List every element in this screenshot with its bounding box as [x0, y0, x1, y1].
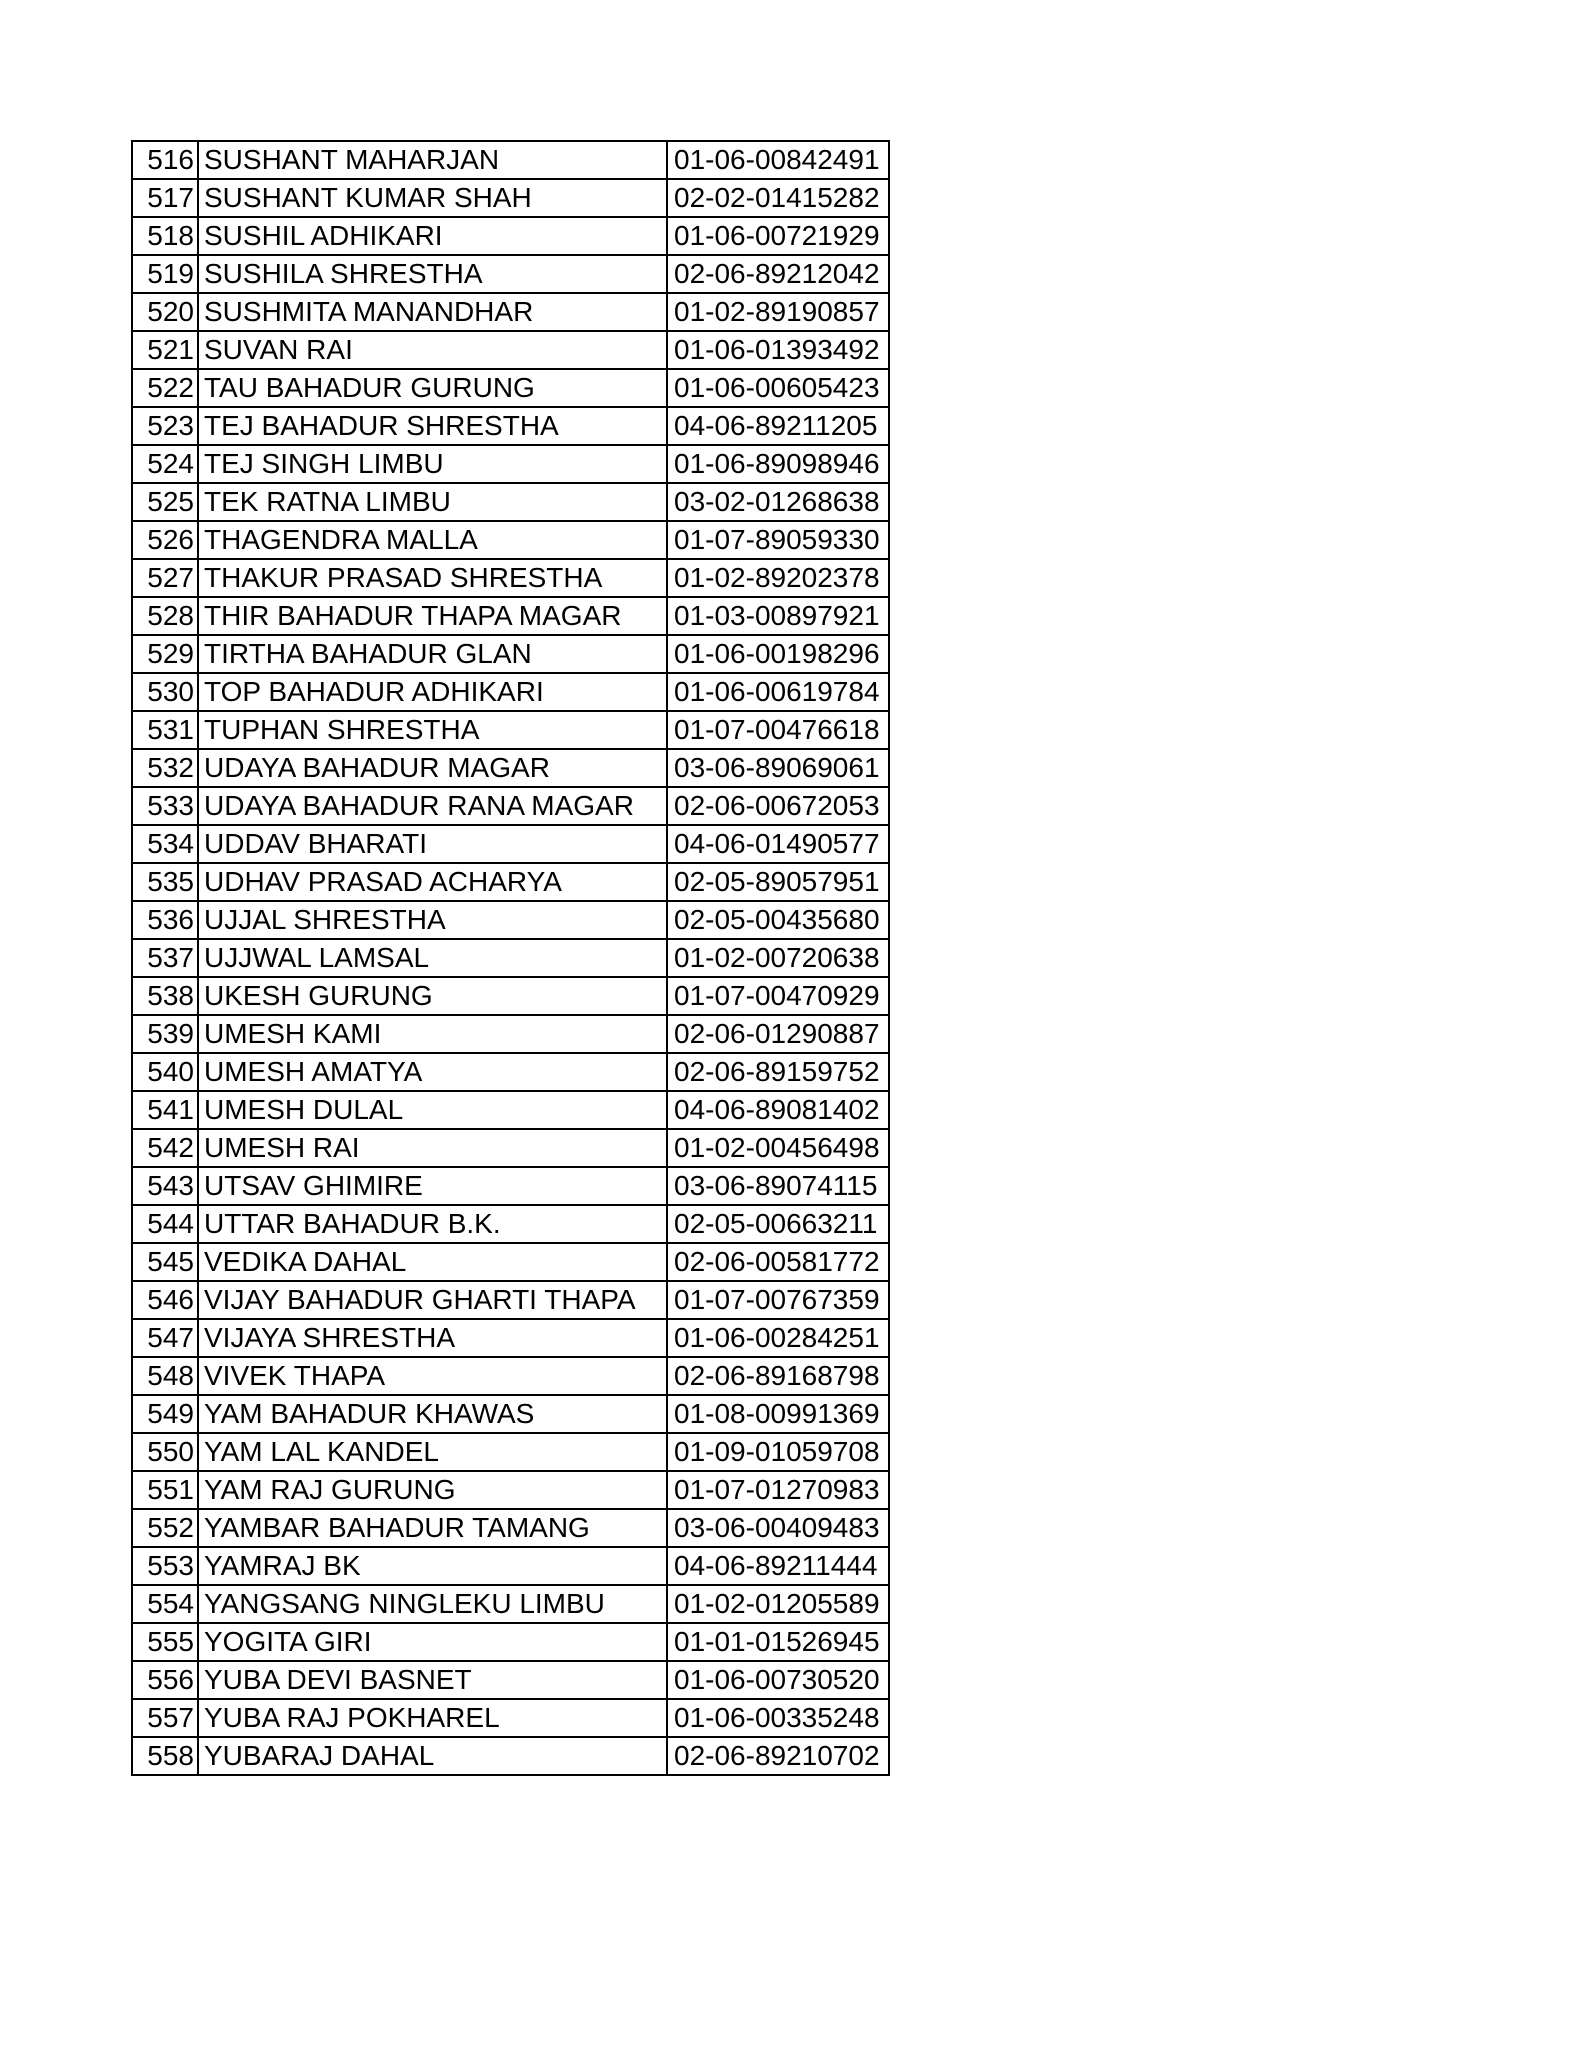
member-id-cell: 03-02-01268638 [667, 483, 889, 521]
serial-number-cell: 528 [132, 597, 198, 635]
table-row [132, 787, 889, 825]
member-id-cell: 01-02-89190857 [667, 293, 889, 331]
member-id-cell: 01-07-00476618 [667, 711, 889, 749]
serial-number-cell: 537 [132, 939, 198, 977]
serial-number-cell: 534 [132, 825, 198, 863]
member-name-cell: UDHAV PRASAD ACHARYA [198, 863, 667, 901]
table-row [132, 559, 889, 597]
serial-number-cell: 550 [132, 1433, 198, 1471]
table-row [132, 179, 889, 217]
serial-number-cell: 555 [132, 1623, 198, 1661]
table-row [132, 1547, 889, 1585]
member-name-cell: YOGITA GIRI [198, 1623, 667, 1661]
serial-number-cell: 553 [132, 1547, 198, 1585]
table-row [132, 1471, 889, 1509]
serial-number-cell: 517 [132, 179, 198, 217]
member-id-cell: 01-07-00470929 [667, 977, 889, 1015]
table-row [132, 521, 889, 559]
member-name-cell: TAU BAHADUR GURUNG [198, 369, 667, 407]
table-row [132, 1509, 889, 1547]
member-name-cell: THIR BAHADUR THAPA MAGAR [198, 597, 667, 635]
member-name-cell: SUSHILA SHRESTHA [198, 255, 667, 293]
member-table [131, 140, 890, 1776]
member-id-cell: 01-08-00991369 [667, 1395, 889, 1433]
table-row [132, 977, 889, 1015]
serial-number-cell: 544 [132, 1205, 198, 1243]
serial-number-cell: 546 [132, 1281, 198, 1319]
member-id-cell: 02-06-89168798 [667, 1357, 889, 1395]
serial-number-cell: 524 [132, 445, 198, 483]
member-id-cell: 02-05-00663211 [667, 1205, 889, 1243]
member-id-cell: 01-02-01205589 [667, 1585, 889, 1623]
member-id-cell: 03-06-00409483 [667, 1509, 889, 1547]
member-name-cell: UDAYA BAHADUR RANA MAGAR [198, 787, 667, 825]
member-name-cell: YAM RAJ GURUNG [198, 1471, 667, 1509]
member-name-cell: TIRTHA BAHADUR GLAN [198, 635, 667, 673]
member-id-cell: 02-06-00581772 [667, 1243, 889, 1281]
serial-number-cell: 545 [132, 1243, 198, 1281]
member-table-body [132, 141, 889, 1775]
member-name-cell: UMESH DULAL [198, 1091, 667, 1129]
member-name-cell: UTSAV GHIMIRE [198, 1167, 667, 1205]
table-row [132, 255, 889, 293]
member-name-cell: VEDIKA DAHAL [198, 1243, 667, 1281]
serial-number-cell: 554 [132, 1585, 198, 1623]
serial-number-cell: 516 [132, 141, 198, 179]
serial-number-cell: 556 [132, 1661, 198, 1699]
member-name-cell: YUBA RAJ POKHAREL [198, 1699, 667, 1737]
serial-number-cell: 540 [132, 1053, 198, 1091]
member-id-cell: 04-06-89081402 [667, 1091, 889, 1129]
serial-number-cell: 538 [132, 977, 198, 1015]
member-name-cell: UJJWAL LAMSAL [198, 939, 667, 977]
member-id-cell: 01-02-00720638 [667, 939, 889, 977]
member-name-cell: YAM BAHADUR KHAWAS [198, 1395, 667, 1433]
table-row [132, 1167, 889, 1205]
member-id-cell: 02-06-89210702 [667, 1737, 889, 1775]
serial-number-cell: 530 [132, 673, 198, 711]
table-row [132, 635, 889, 673]
serial-number-cell: 526 [132, 521, 198, 559]
serial-number-cell: 547 [132, 1319, 198, 1357]
member-id-cell: 01-07-89059330 [667, 521, 889, 559]
member-name-cell: SUSHANT MAHARJAN [198, 141, 667, 179]
table-row [132, 1281, 889, 1319]
table-row [132, 1091, 889, 1129]
table-row [132, 331, 889, 369]
table-row [132, 1015, 889, 1053]
member-name-cell: VIVEK THAPA [198, 1357, 667, 1395]
member-name-cell: VIJAY BAHADUR GHARTI THAPA [198, 1281, 667, 1319]
member-name-cell: UTTAR BAHADUR B.K. [198, 1205, 667, 1243]
serial-number-cell: 529 [132, 635, 198, 673]
table-row [132, 1053, 889, 1091]
table-row [132, 1737, 889, 1775]
serial-number-cell: 552 [132, 1509, 198, 1547]
table-row [132, 1129, 889, 1167]
member-id-cell: 01-03-00897921 [667, 597, 889, 635]
member-name-cell: SUVAN RAI [198, 331, 667, 369]
serial-number-cell: 523 [132, 407, 198, 445]
table-row [132, 597, 889, 635]
serial-number-cell: 519 [132, 255, 198, 293]
serial-number-cell: 535 [132, 863, 198, 901]
member-id-cell: 01-06-00198296 [667, 635, 889, 673]
member-name-cell: SUSHMITA MANANDHAR [198, 293, 667, 331]
table-row [132, 483, 889, 521]
member-name-cell: YANGSANG NINGLEKU LIMBU [198, 1585, 667, 1623]
member-id-cell: 01-02-00456498 [667, 1129, 889, 1167]
table-row [132, 901, 889, 939]
table-row [132, 445, 889, 483]
member-name-cell: YAMRAJ BK [198, 1547, 667, 1585]
member-id-cell: 02-02-01415282 [667, 179, 889, 217]
member-id-cell: 02-06-89212042 [667, 255, 889, 293]
member-id-cell: 02-06-89159752 [667, 1053, 889, 1091]
serial-number-cell: 525 [132, 483, 198, 521]
member-name-cell: YAM LAL KANDEL [198, 1433, 667, 1471]
table-row [132, 1319, 889, 1357]
serial-number-cell: 522 [132, 369, 198, 407]
member-name-cell: YUBARAJ DAHAL [198, 1737, 667, 1775]
serial-number-cell: 541 [132, 1091, 198, 1129]
member-name-cell: UMESH KAMI [198, 1015, 667, 1053]
member-name-cell: THAGENDRA MALLA [198, 521, 667, 559]
table-row [132, 673, 889, 711]
member-name-cell: SUSHIL ADHIKARI [198, 217, 667, 255]
serial-number-cell: 527 [132, 559, 198, 597]
member-name-cell: YUBA DEVI BASNET [198, 1661, 667, 1699]
member-name-cell: TOP BAHADUR ADHIKARI [198, 673, 667, 711]
table-row [132, 825, 889, 863]
member-id-cell: 01-02-89202378 [667, 559, 889, 597]
member-id-cell: 01-07-00767359 [667, 1281, 889, 1319]
table-row [132, 939, 889, 977]
member-id-cell: 01-06-01393492 [667, 331, 889, 369]
table-row [132, 711, 889, 749]
member-id-cell: 01-06-00284251 [667, 1319, 889, 1357]
table-row [132, 407, 889, 445]
member-id-cell: 01-06-89098946 [667, 445, 889, 483]
member-name-cell: UDAYA BAHADUR MAGAR [198, 749, 667, 787]
serial-number-cell: 558 [132, 1737, 198, 1775]
member-id-cell: 01-09-01059708 [667, 1433, 889, 1471]
member-name-cell: TEJ BAHADUR SHRESTHA [198, 407, 667, 445]
member-name-cell: UMESH AMATYA [198, 1053, 667, 1091]
table-row [132, 1699, 889, 1737]
member-id-cell: 02-05-89057951 [667, 863, 889, 901]
serial-number-cell: 518 [132, 217, 198, 255]
serial-number-cell: 549 [132, 1395, 198, 1433]
table-row [132, 293, 889, 331]
table-row [132, 749, 889, 787]
table-row [132, 863, 889, 901]
member-name-cell: UKESH GURUNG [198, 977, 667, 1015]
member-id-cell: 01-06-00335248 [667, 1699, 889, 1737]
table-row [132, 1661, 889, 1699]
member-id-cell: 01-06-00842491 [667, 141, 889, 179]
serial-number-cell: 548 [132, 1357, 198, 1395]
member-id-cell: 01-01-01526945 [667, 1623, 889, 1661]
serial-number-cell: 543 [132, 1167, 198, 1205]
member-id-cell: 02-05-00435680 [667, 901, 889, 939]
table-row [132, 1357, 889, 1395]
serial-number-cell: 521 [132, 331, 198, 369]
member-name-cell: TUPHAN SHRESTHA [198, 711, 667, 749]
serial-number-cell: 536 [132, 901, 198, 939]
member-name-cell: THAKUR PRASAD SHRESTHA [198, 559, 667, 597]
member-id-cell: 02-06-00672053 [667, 787, 889, 825]
serial-number-cell: 532 [132, 749, 198, 787]
member-name-cell: TEK RATNA LIMBU [198, 483, 667, 521]
member-name-cell: TEJ SINGH LIMBU [198, 445, 667, 483]
member-id-cell: 01-06-00619784 [667, 673, 889, 711]
member-id-cell: 01-07-01270983 [667, 1471, 889, 1509]
member-name-cell: UJJAL SHRESTHA [198, 901, 667, 939]
member-id-cell: 03-06-89069061 [667, 749, 889, 787]
table-row [132, 1243, 889, 1281]
table-row [132, 1205, 889, 1243]
member-id-cell: 04-06-01490577 [667, 825, 889, 863]
member-id-cell: 01-06-00605423 [667, 369, 889, 407]
member-id-cell: 02-06-01290887 [667, 1015, 889, 1053]
table-row [132, 217, 889, 255]
member-name-cell: SUSHANT KUMAR SHAH [198, 179, 667, 217]
serial-number-cell: 551 [132, 1471, 198, 1509]
serial-number-cell: 539 [132, 1015, 198, 1053]
member-name-cell: VIJAYA SHRESTHA [198, 1319, 667, 1357]
serial-number-cell: 542 [132, 1129, 198, 1167]
member-name-cell: UDDAV BHARATI [198, 825, 667, 863]
member-id-cell: 03-06-89074115 [667, 1167, 889, 1205]
member-name-cell: UMESH RAI [198, 1129, 667, 1167]
member-id-cell: 01-06-00721929 [667, 217, 889, 255]
serial-number-cell: 531 [132, 711, 198, 749]
table-row [132, 141, 889, 179]
serial-number-cell: 557 [132, 1699, 198, 1737]
table-row [132, 1623, 889, 1661]
member-id-cell: 01-06-00730520 [667, 1661, 889, 1699]
member-name-cell: YAMBAR BAHADUR TAMANG [198, 1509, 667, 1547]
table-row [132, 1585, 889, 1623]
serial-number-cell: 520 [132, 293, 198, 331]
member-id-cell: 04-06-89211444 [667, 1547, 889, 1585]
table-row [132, 1395, 889, 1433]
serial-number-cell: 533 [132, 787, 198, 825]
member-id-cell: 04-06-89211205 [667, 407, 889, 445]
table-row [132, 1433, 889, 1471]
table-row [132, 369, 889, 407]
